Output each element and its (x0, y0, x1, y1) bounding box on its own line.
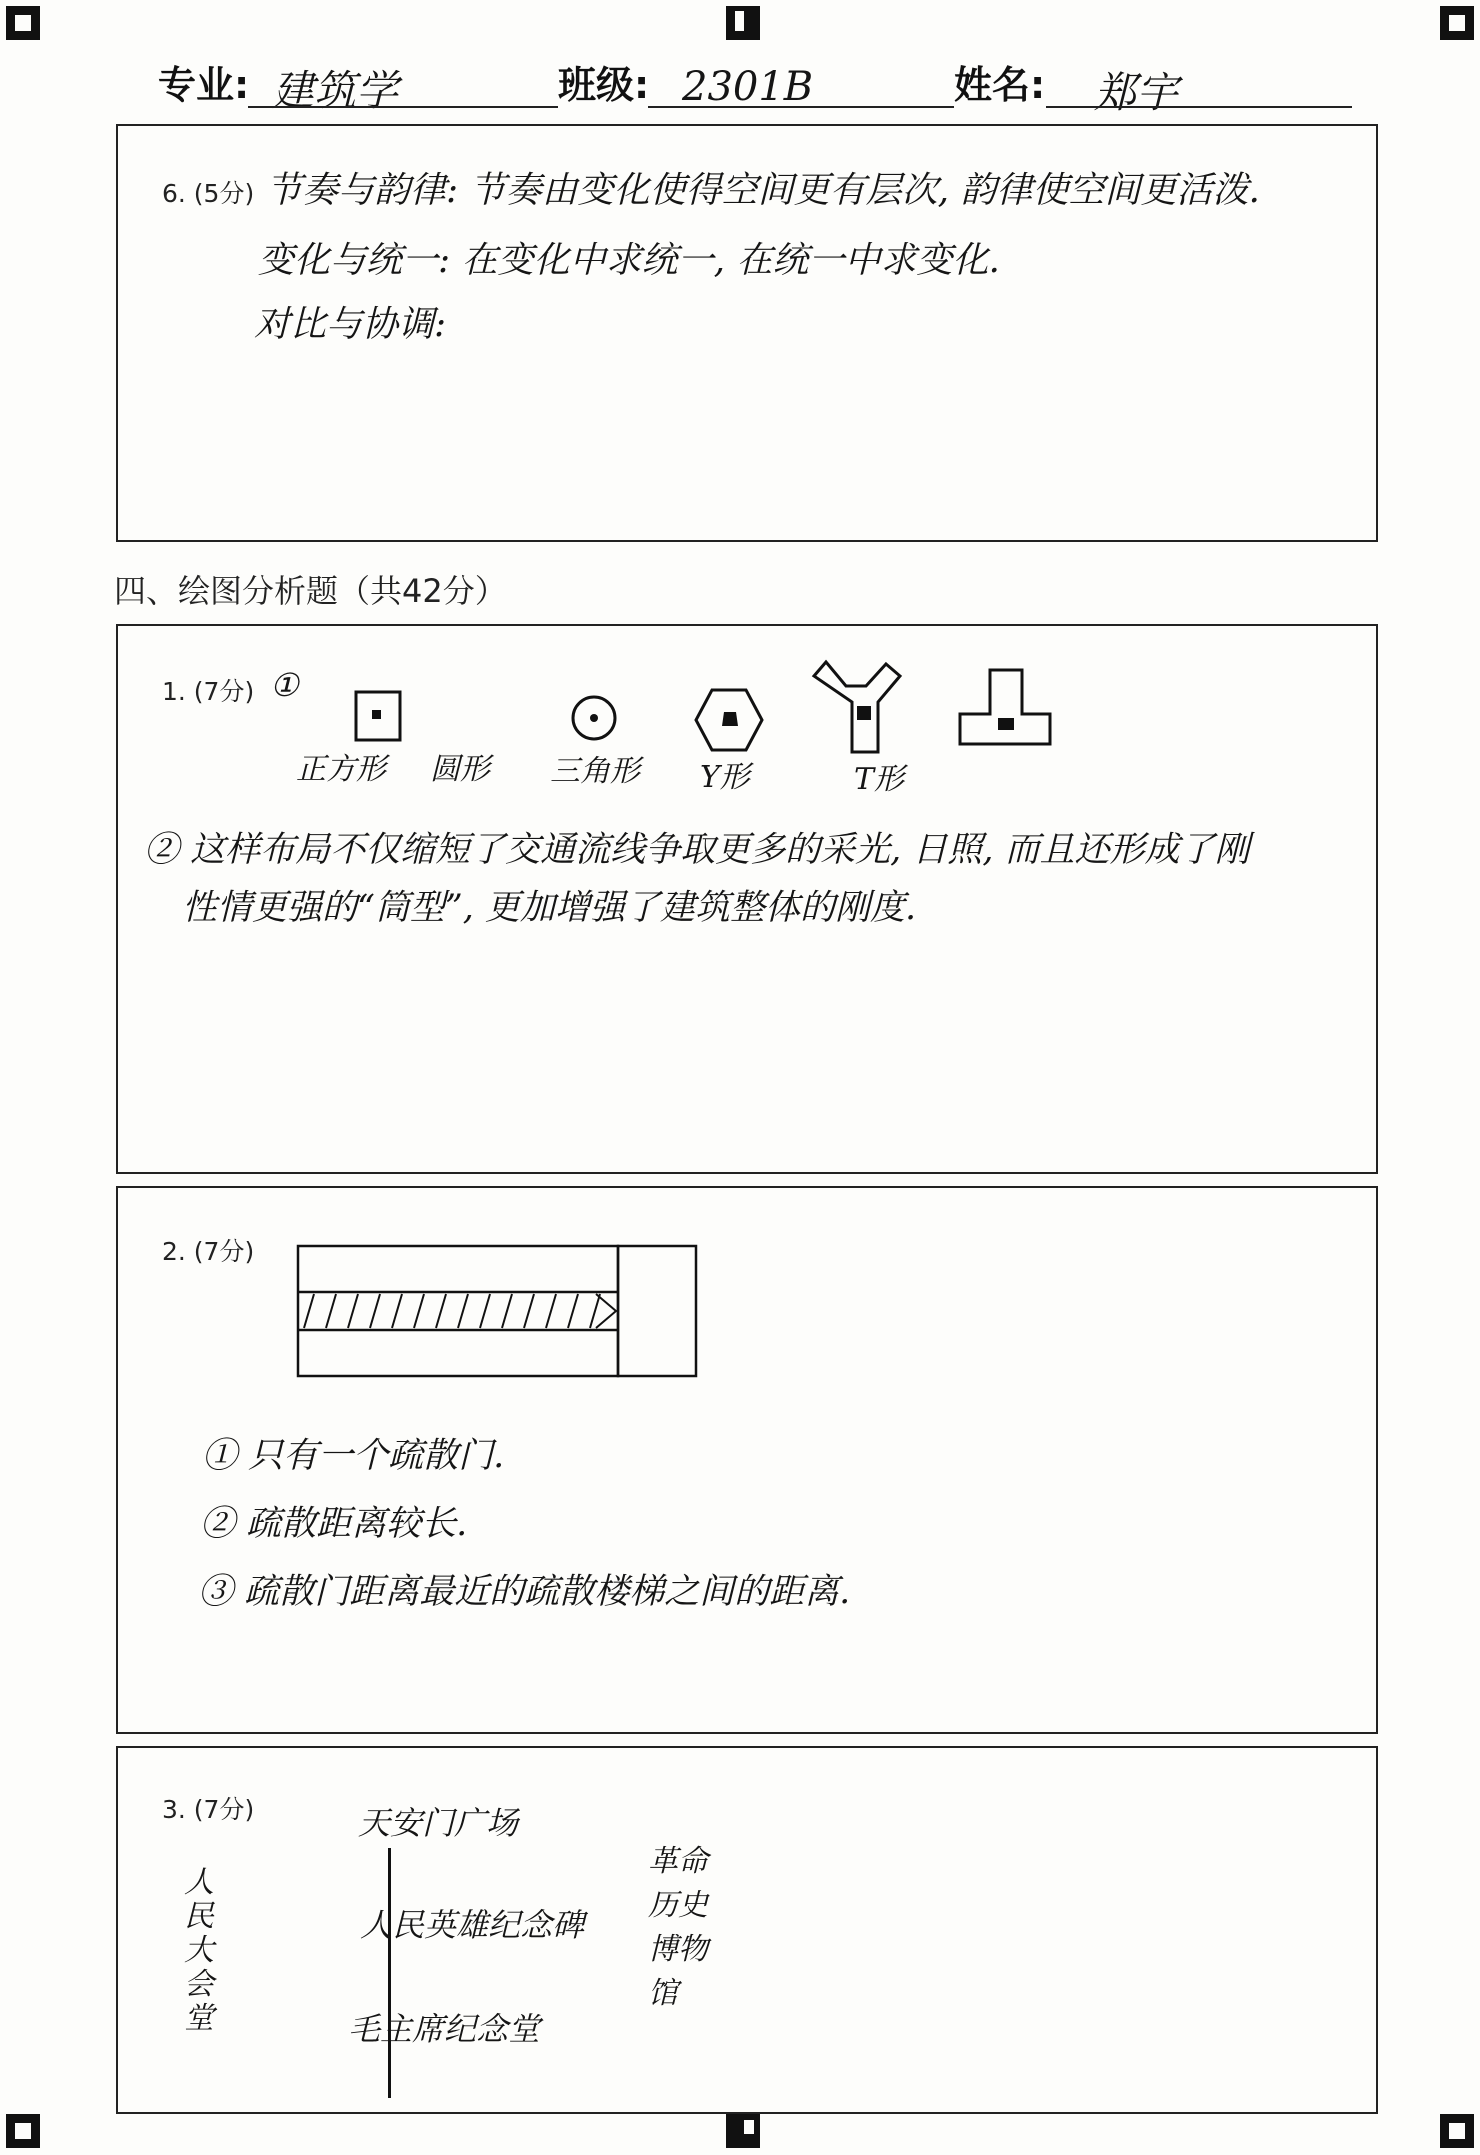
axis-label-memorial-hall: 毛主席纪念堂 (348, 2010, 541, 2048)
major-label: 专业: (158, 63, 250, 107)
question-2-answer-3: ③ 疏散门距离最近的疏散楼梯之间的距离. (198, 1572, 851, 1612)
question-2-number: 2. (7分) (162, 1237, 255, 1266)
registration-mark-top-left (6, 6, 40, 40)
question-6-answer-line-3: 对比与协调: (254, 304, 447, 345)
hatched-corridor (304, 1294, 616, 1328)
question-3-number: 3. (7分) (162, 1795, 255, 1824)
registration-mark-top-center (726, 6, 760, 40)
registration-mark-bottom-left (6, 2114, 40, 2148)
registration-mark-top-right (1440, 6, 1474, 40)
question-6-answer-line-1: 节奏与韵律: 节奏由变化使得空间更有层次, 韵律使空间更活泼. (266, 170, 1260, 211)
name-value: 郑宇 (1094, 68, 1179, 117)
registration-mark-bottom-right (1440, 2114, 1474, 2148)
shape-label-y: Y形 (700, 760, 750, 795)
question-6-box (116, 124, 1378, 542)
t-shape-plan-sketch (960, 670, 1050, 744)
shape-label-square: 正方形 (296, 752, 386, 787)
circle-plan-sketch (573, 697, 615, 739)
question-2-answer-2: ② 疏散距离较长. (200, 1504, 468, 1544)
name-label: 姓名: (954, 63, 1046, 107)
question-2-box (116, 1186, 1378, 1734)
axis-label-square: 天安门广场 (358, 1804, 519, 1842)
question-6-number: 6. (5分) (162, 179, 255, 208)
major-underline (248, 106, 558, 108)
shape-label-triangle: 三角形 (550, 754, 640, 789)
question-6-answer-line-2: 变化与统一: 在变化中求统一, 在统一中求变化. (258, 240, 1000, 281)
class-value: 2301B (682, 64, 814, 110)
registration-mark-bottom-center (726, 2114, 760, 2148)
axis-label-monument: 人民英雄纪念碑 (360, 1906, 585, 1944)
question-2-answer-1: ① 只有一个疏散门. (202, 1436, 505, 1476)
question-1-part-2-line-2: 性情更强的“筒型”, 更加增强了建筑整体的刚度. (182, 888, 917, 928)
corridor-plan-sketch (296, 1244, 716, 1390)
question-1-part-2-line-1: ② 这样布局不仅缩短了交通流线争取更多的采光, 日照, 而且还形成了刚 (144, 830, 1250, 870)
major-value: 建筑学 (272, 66, 399, 115)
left-building-label: 人民大会堂 (184, 1865, 214, 2036)
question-1-number: 1. (7分) (162, 677, 255, 706)
shape-label-circle: 圆形 (430, 752, 490, 787)
question-1-box (116, 624, 1378, 1174)
triangle-plan-sketch (696, 690, 762, 750)
class-label: 班级: (558, 63, 650, 107)
square-plan-sketch (356, 692, 400, 740)
shape-label-t: T形 (854, 762, 905, 797)
question-1-part-1-marker: ① (270, 666, 299, 704)
class-underline (648, 106, 954, 108)
question-3-box (116, 1746, 1378, 2114)
y-shape-plan-sketch (814, 662, 900, 752)
section-4-title: 四、绘图分析题（共42分） (114, 572, 507, 610)
name-underline (1046, 106, 1352, 108)
right-building-label: 革命历史博物馆 (648, 1844, 708, 2011)
central-axis-line (388, 1848, 391, 2098)
